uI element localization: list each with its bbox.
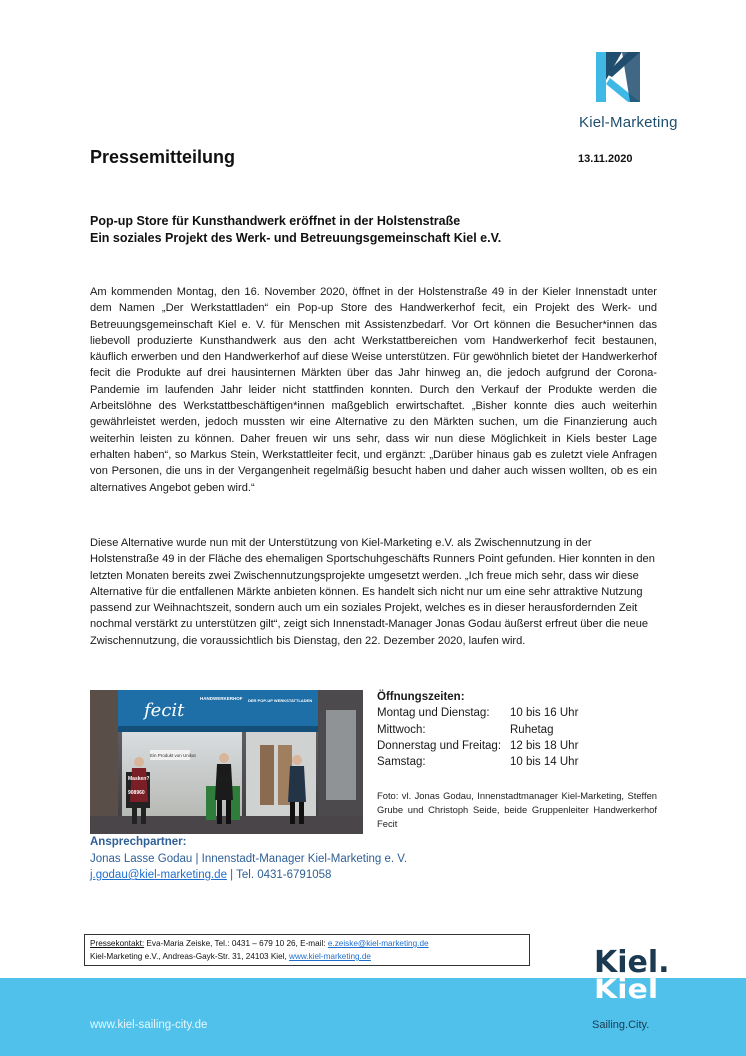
sign-title-text: DER POP-UP WERKSTATTLADEN [248, 698, 313, 703]
press-contact-line-1 [90, 937, 524, 950]
hours-row [377, 705, 657, 721]
contact-email-link[interactable]: j.godau@kiel-marketing.de [90, 869, 227, 881]
press-website-link[interactable]: www.kiel-marketing.de [289, 952, 371, 961]
opening-hours-title: Öffnungszeiten: [377, 691, 465, 703]
hours-day: Montag und Dienstag: [377, 707, 490, 720]
kiel-marketing-logo-icon [592, 48, 644, 106]
poster-text: Masken? [128, 776, 150, 782]
headline-line-2: Ein soziales Projekt des Werk- und Betreuungsgemeinschaft Kiel e.V. [90, 231, 502, 245]
headline-line-1: Pop-up Store für Kunsthandwerk eröffnet in der Holstenstraße [90, 214, 461, 228]
hours-row [377, 754, 657, 770]
opening-hours [377, 689, 657, 770]
logo-bottom-text: Kiel [594, 973, 659, 1005]
headline [90, 213, 501, 247]
hours-time: 10 bis 16 Uhr [510, 707, 579, 720]
hours-day: Donnerstag und Freitag: [377, 739, 502, 752]
press-contact-label: Pressekontakt: [90, 939, 145, 948]
photo-caption: Foto: vl. Jonas Godau, Innenstadtmanager Kiel-Marketing, Steffen Grube und Christoph Seide, beide Gruppenleiter Handwerkerhof Fecit [377, 790, 657, 829]
hours-time: 12 bis 18 Uhr [510, 739, 579, 752]
hours-row [377, 722, 657, 738]
hours-time: 10 bis 14 Uhr [510, 756, 579, 769]
contact-block [90, 834, 407, 884]
body-paragraph-2: Diese Alternative wurde nun mit der Unterstützung von Kiel-Marketing e.V. als Zwischennutzung in der Holstenstraße 49 in der Fläche des ehemaligen Sportschuhgeschäfts Runners Point gefunden. Hier konnten in den letzten Monaten bereits zwei Zwischennutzungsprojekte umgesetzt werden. „Ich freue mich sehr, dass wir diese Alternative für die entfallenen Märkte anbieten können. Es handelt sich nicht nur um eine sehr attraktive Nutzung passend zur Weihnachtszeit, sondern auch um ein soziales Projekt, welches es in dieser herausfordernden Zeit nochmal verstärkt zu unterstützen gilt“, zeigt sich Innenstadt-Manager Jonas Godau äußerst erfreut über die neue Zwischennutzung, die voraussichtlich bis Dienstag, den 22. Dezember 2020, laufen wird. [90, 537, 655, 647]
contact-phone: | Tel. 0431-6791058 [226, 869, 332, 881]
hours-row [377, 738, 657, 754]
press-contact-line-2 [90, 950, 524, 963]
poster-number: 908960 [128, 790, 145, 796]
logo-wordmark: Kiel-Marketing [579, 114, 678, 131]
footer-tagline: Sailing.City. [592, 1019, 650, 1031]
window-text: Ein Produkt von Unikat [150, 753, 196, 758]
contact-title: Ansprechpartner: [90, 836, 187, 848]
hours-time: Ruhetag [510, 723, 554, 736]
body-paragraph-1: Am kommenden Montag, den 16. November 2020, öffnet in der Holstenstraße 49 in der Kieler Innenstadt unter dem Namen „Der Werkstattladen“ ein Pop-up Store des Handwerkerhof fecit, ein Projekt des Werk- und Betreuungsgemeinschaft Kiel e. V. für Menschen mit Assistenzbedarf. Vor Ort können die Besucher*innen das liebevoll produzierte Kunsthandwerk aus den acht Werkstattbereichen vom Handwerkerhof fecit bestaunen, käuflich erwerben und den Handwerkerhof auf diese Weise unterstützen. Für gewöhnlich bietet der Handwerkerhof fecit die Produkte auf drei hausinternen Märkten über das Jahr hinweg an, die jedoch aufgrund der Corona-Pandemie im laufenden Jahr leider nicht stattfinden konnten. Durch den Verkauf der Produkte werden die Arbeitslöhne des Werkstattbeschäftigen*innen maßgeblich erwirtschaftet. „Bisher konnte dies auch weiterhin gewährleistet werden, jedoch mussten wir eine Alternative zu den Märkten suchen, um die Finanzierung auch weiterhin leisten zu können. Daher freuen wir uns sehr, dass wir nun diese Möglichkeit in Kiels bester Lage erhalten haben“, so Markus Stein, Werkstattleiter fecit, und ergänzt: „Darüber hinaus gab es zuletzt viele Anfragen von Personen, die uns in der Vergangenheit regelmäßig besucht haben und daher auch wissen wollten, ob es ein alternatives Angebot geben wird.“ [90, 286, 657, 494]
press-email-link[interactable]: e.zeiske@kiel-marketing.de [327, 939, 429, 948]
press-contact-address: Kiel-Marketing e.V., Andreas-Gayk-Str. 31, 24103 Kiel, [90, 952, 290, 961]
storefront-illustration [90, 690, 363, 834]
hours-day: Samstag: [377, 756, 426, 769]
contact-name: Jonas Lasse Godau | Innenstadt-Manager Kiel-Marketing e. V. [90, 852, 408, 865]
kiel-sailing-city-logo-icon [592, 944, 682, 1012]
hours-day: Mittwoch: [377, 723, 426, 736]
press-contact-box [84, 934, 530, 966]
logo-top-text: Kiel. [594, 945, 670, 980]
store-sign-text: fecit [144, 700, 185, 721]
footer-url: www.kiel-sailing-city.de [90, 1019, 208, 1031]
page-title: Pressemitteilung [90, 147, 236, 167]
storefront-photo [90, 690, 363, 834]
contact-details [90, 867, 407, 884]
release-date: 13.11.2020 [578, 153, 633, 165]
sign-brand-text: HANDWERKERHOF [200, 696, 243, 701]
press-contact-person: Eva-Maria Zeiske, Tel.: 0431 – 679 10 26, E-mail: [144, 939, 328, 948]
